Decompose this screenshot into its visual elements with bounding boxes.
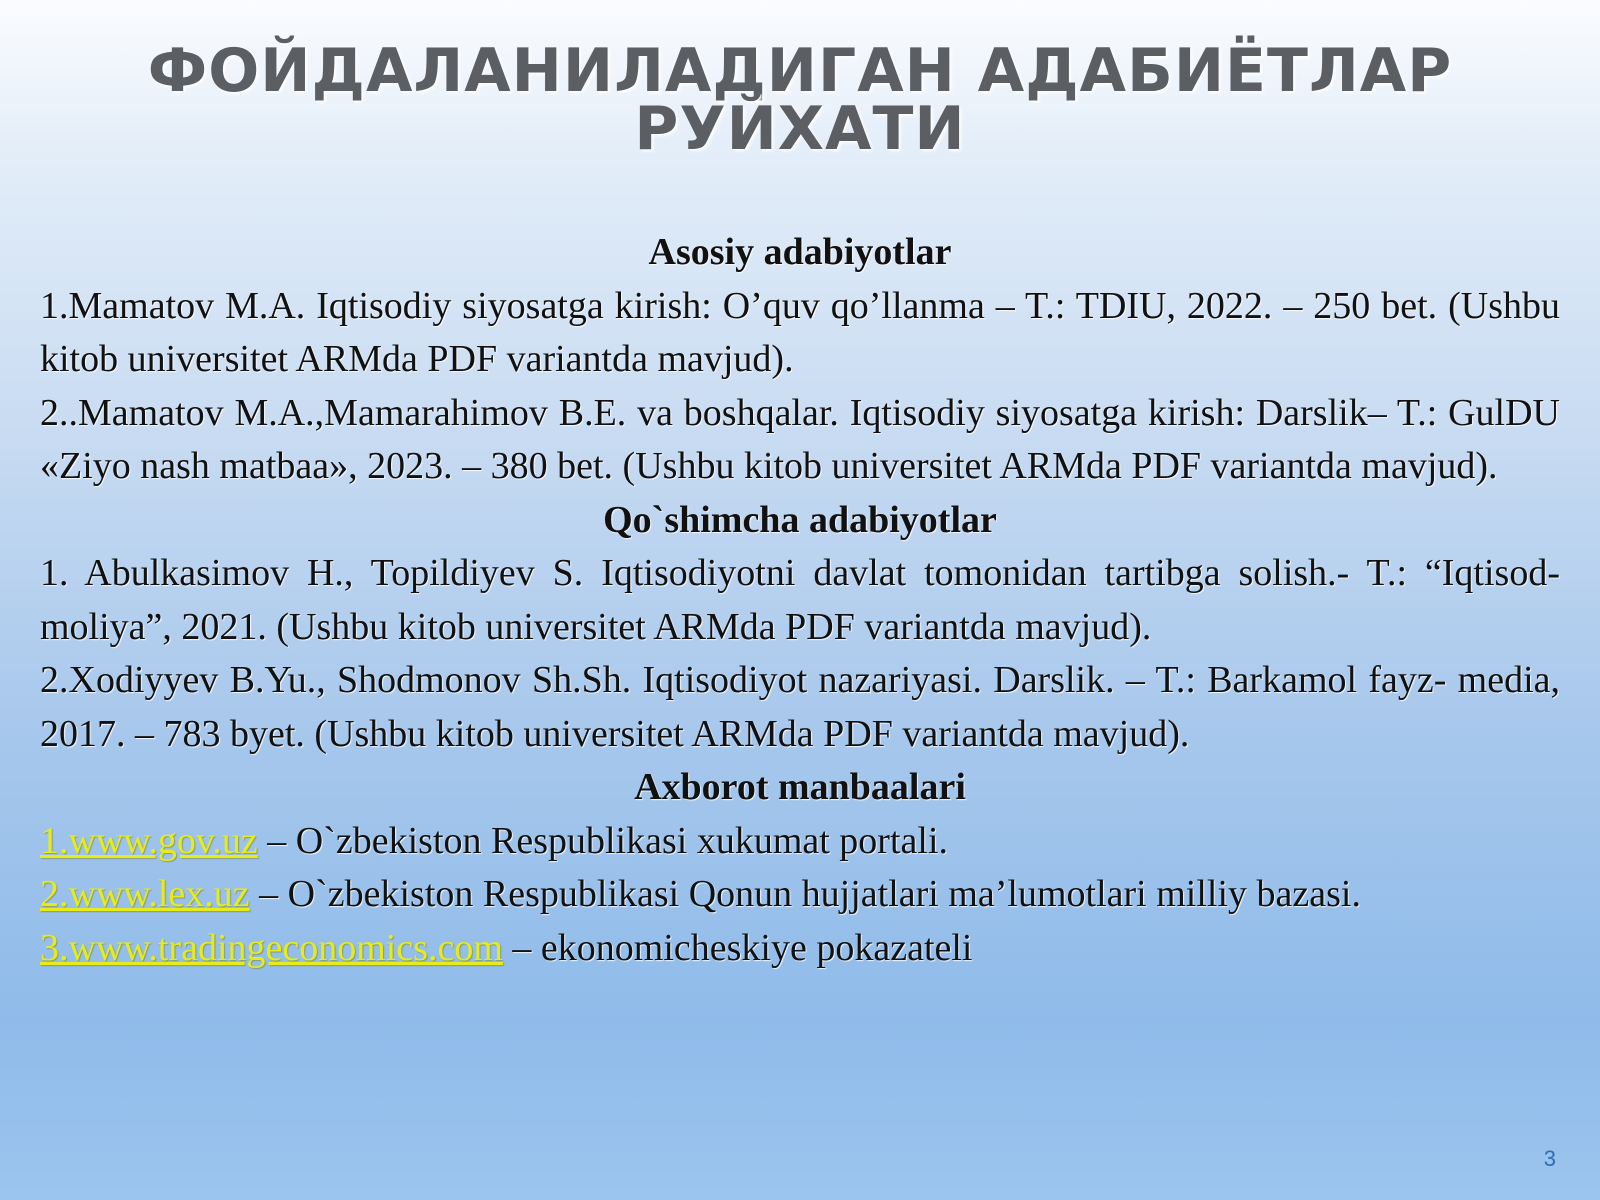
slide-title: [0, 36, 1600, 164]
main-literature-item-1: 1.Mamatov M.A. Iqtisodiy siyosatga kirish: O’quv qo’llanma – T.: TDIU, 2022. – 250 bet. (Ushbu kitob universitet ARMda PDF variantda mavjud).: [40, 284, 1560, 380]
source-item-2: [40, 868, 1560, 922]
main-literature-item-2: 2..Mamatov M.A.,Mamarahimov B.E. va boshqalar. Iqtisodiy siyosatga kirish: Darslik– T.: GulDU «Ziyo nash matbaa», 2023. – 380 bet. (Ushbu kitob universitet ARMda PDF variantda mavjud).: [40, 391, 1560, 487]
source-link-tradingeconomics[interactable]: 3.www.tradingeconomics.com: [40, 926, 503, 969]
main-literature-heading: Asosiy adabiyotlar: [648, 231, 952, 273]
information-sources-heading: Axborot manbaalari: [634, 766, 966, 808]
source-description-2: – O`zbekiston Respublikasi Qonun hujjatlari ma’lumotlari milliy bazasi.: [249, 873, 1361, 915]
slide-title-line-2: РУЙХАТИ: [634, 94, 966, 164]
source-link-gov[interactable]: 1.www.gov.uz: [40, 819, 258, 862]
source-description-3: – ekonomicheskiye pokazateli: [502, 926, 973, 969]
additional-literature-item-2: 2.Xodiyyev B.Yu., Shodmonov Sh.Sh. Iqtisodiyot nazariyasi. Darslik. – T.: Barkamol fayz- media, 2017. – 783 byet. (Ushbu kitob universitet ARMda PDF variantda mavjud).: [40, 659, 1560, 755]
page-number: 3: [1543, 1146, 1556, 1171]
slide-title-line-1: ФОЙДАЛАНИЛАДИГАН АДАБИЁТЛАР: [147, 36, 1453, 106]
source-description-1: – O`zbekiston Respublikasi xukumat portali.: [257, 819, 948, 862]
source-link-lex[interactable]: 2.www.lex.uz: [40, 873, 250, 915]
additional-literature-heading: Qo`shimcha adabiyotlar: [603, 498, 997, 541]
bibliography-content: [40, 226, 1560, 975]
source-item-3: [40, 922, 1560, 976]
additional-literature-item-1: 1. Abulkasimov H., Topildiyev S. Iqtisodiyotni davlat tomonidan tartibga solish.- T.: “Iqtisod-moliya”, 2021. (Ushbu kitob universitet ARMda PDF variantda mavjud).: [40, 552, 1560, 648]
source-item-1: [40, 815, 1560, 869]
